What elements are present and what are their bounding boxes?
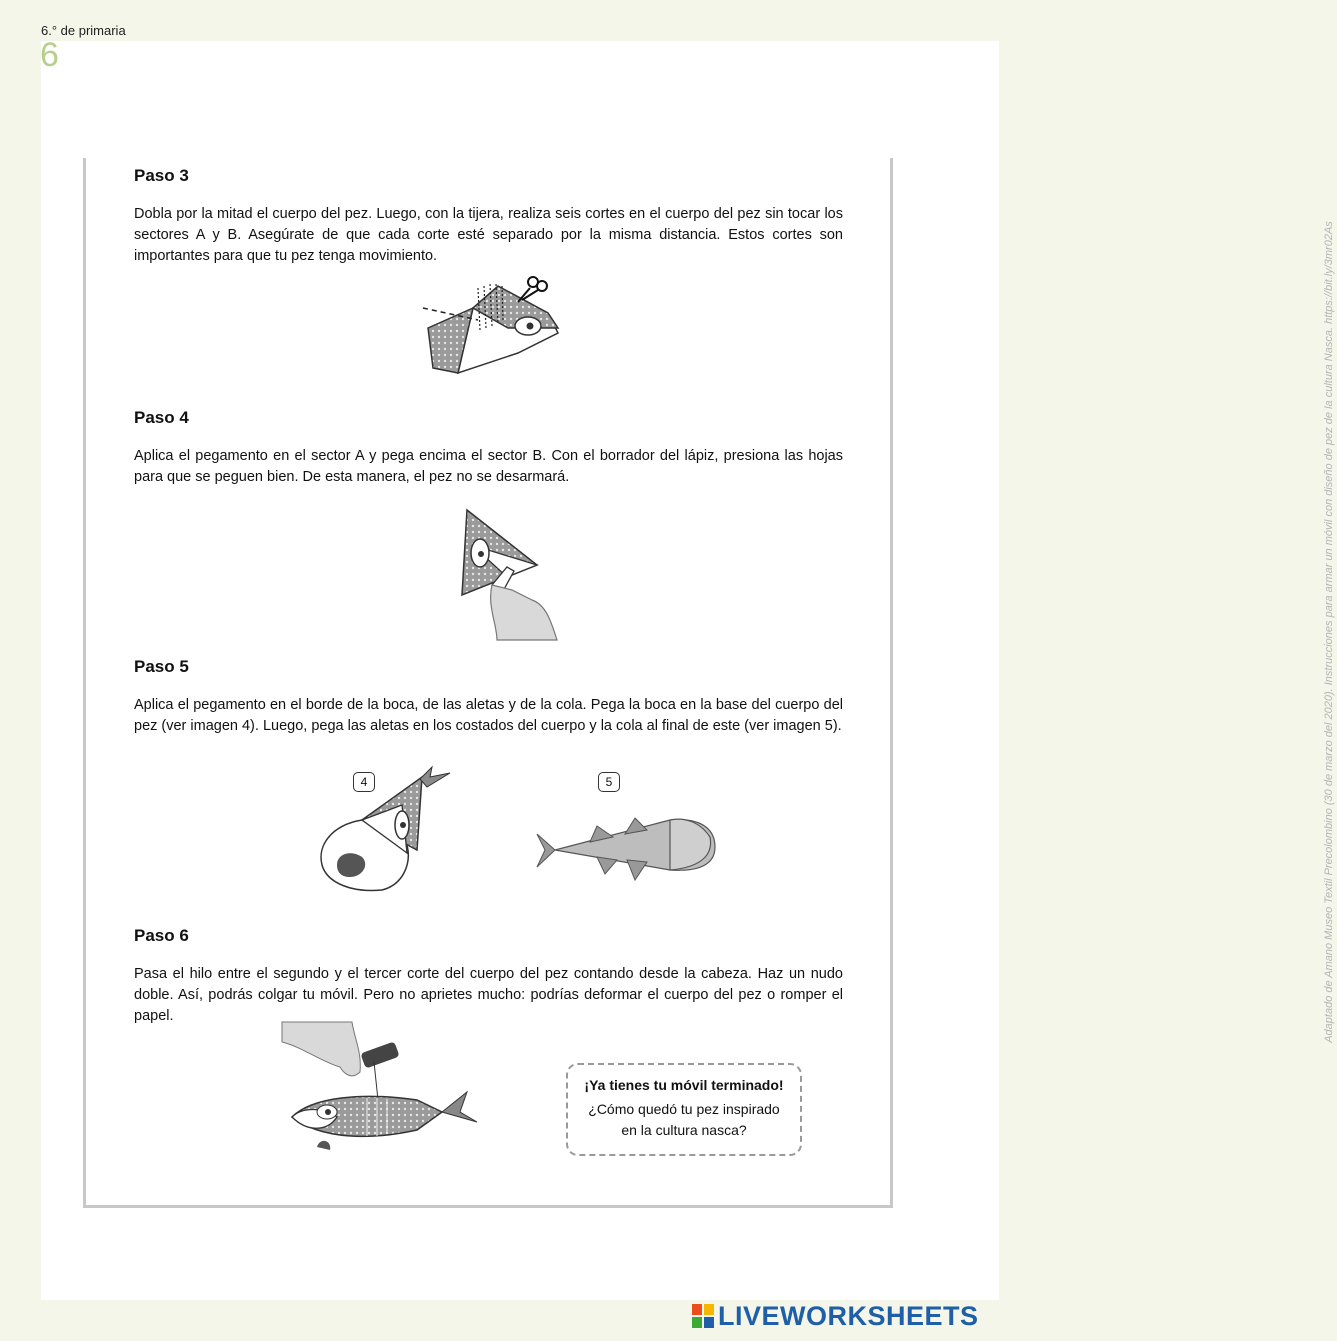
step-4 bbox=[134, 408, 843, 488]
step-text: Aplica el pegamento en el sector A y pega encima el sector B. Con el borrador del lápiz, presiona las hojas para que se peguen bien. De esta manera, el pez no se desarmará. bbox=[134, 448, 843, 485]
fish-mouth-assembly-illustration bbox=[312, 765, 457, 895]
step-text: Dobla por la mitad el cuerpo del pez. Luego, con la tijera, realiza seis cortes en el cuerpo del pez sin tocar los sectores A y B. Asegúrate de que cada corte esté separado por la misma distancia. Estos cortes son importantes para que tu pez tenga movimiento. bbox=[134, 206, 843, 264]
hanging-fish-illustration bbox=[282, 1022, 482, 1170]
brand-name: LIVEWORKSHEETS bbox=[718, 1300, 979, 1331]
callout-title: ¡Ya tienes tu móvil terminado! bbox=[584, 1077, 784, 1093]
image-label-5: 5 bbox=[598, 772, 620, 792]
step-text: Aplica el pegamento en el borde de la boca, de las aletas y de la cola. Pega la boca en la base del cuerpo del pez (ver imagen 4). Luego, pega las aletas en los costados del cuerpo y la cola al final de este (ver imagen 5). bbox=[134, 697, 843, 734]
glue-fish-illustration bbox=[452, 505, 562, 645]
step-text: Pasa el hilo entre el segundo y el tercer corte del cuerpo del pez contando desde la cabeza. Haz un nudo doble. Así, podrás colgar tu móvil. Pero no aprietes mucho: podrías deformar el cuerpo del pez o romper el papel. bbox=[134, 966, 843, 1024]
liveworksheets-logo-icon bbox=[692, 1304, 714, 1328]
completion-callout bbox=[566, 1063, 802, 1156]
step-title: Paso 3 bbox=[134, 166, 189, 185]
step-5 bbox=[134, 657, 843, 737]
brand bbox=[692, 1300, 979, 1332]
folded-fish-cut-illustration bbox=[418, 268, 568, 380]
step-6 bbox=[134, 926, 843, 1027]
assembled-fish-illustration bbox=[535, 812, 720, 887]
image-label-4: 4 bbox=[353, 772, 375, 792]
grade-label: 6.° de primaria bbox=[41, 23, 126, 38]
step-title: Paso 5 bbox=[134, 657, 189, 676]
grade-number: 6 bbox=[40, 36, 59, 74]
step-title: Paso 6 bbox=[134, 926, 189, 945]
step-title: Paso 4 bbox=[134, 408, 189, 427]
scissors-icon bbox=[518, 277, 547, 302]
source-credit: Adaptado de Amano Museo Textil Precolombino (30 de marzo del 2020). Instrucciones para armar un móvil con diseño de pez de la cultura Nasca. https://bit.ly/3mr02As bbox=[1323, 221, 1335, 1043]
callout-body: ¿Cómo quedó tu pez inspirado en la cultura nasca? bbox=[588, 1101, 780, 1138]
step-3 bbox=[134, 166, 843, 267]
